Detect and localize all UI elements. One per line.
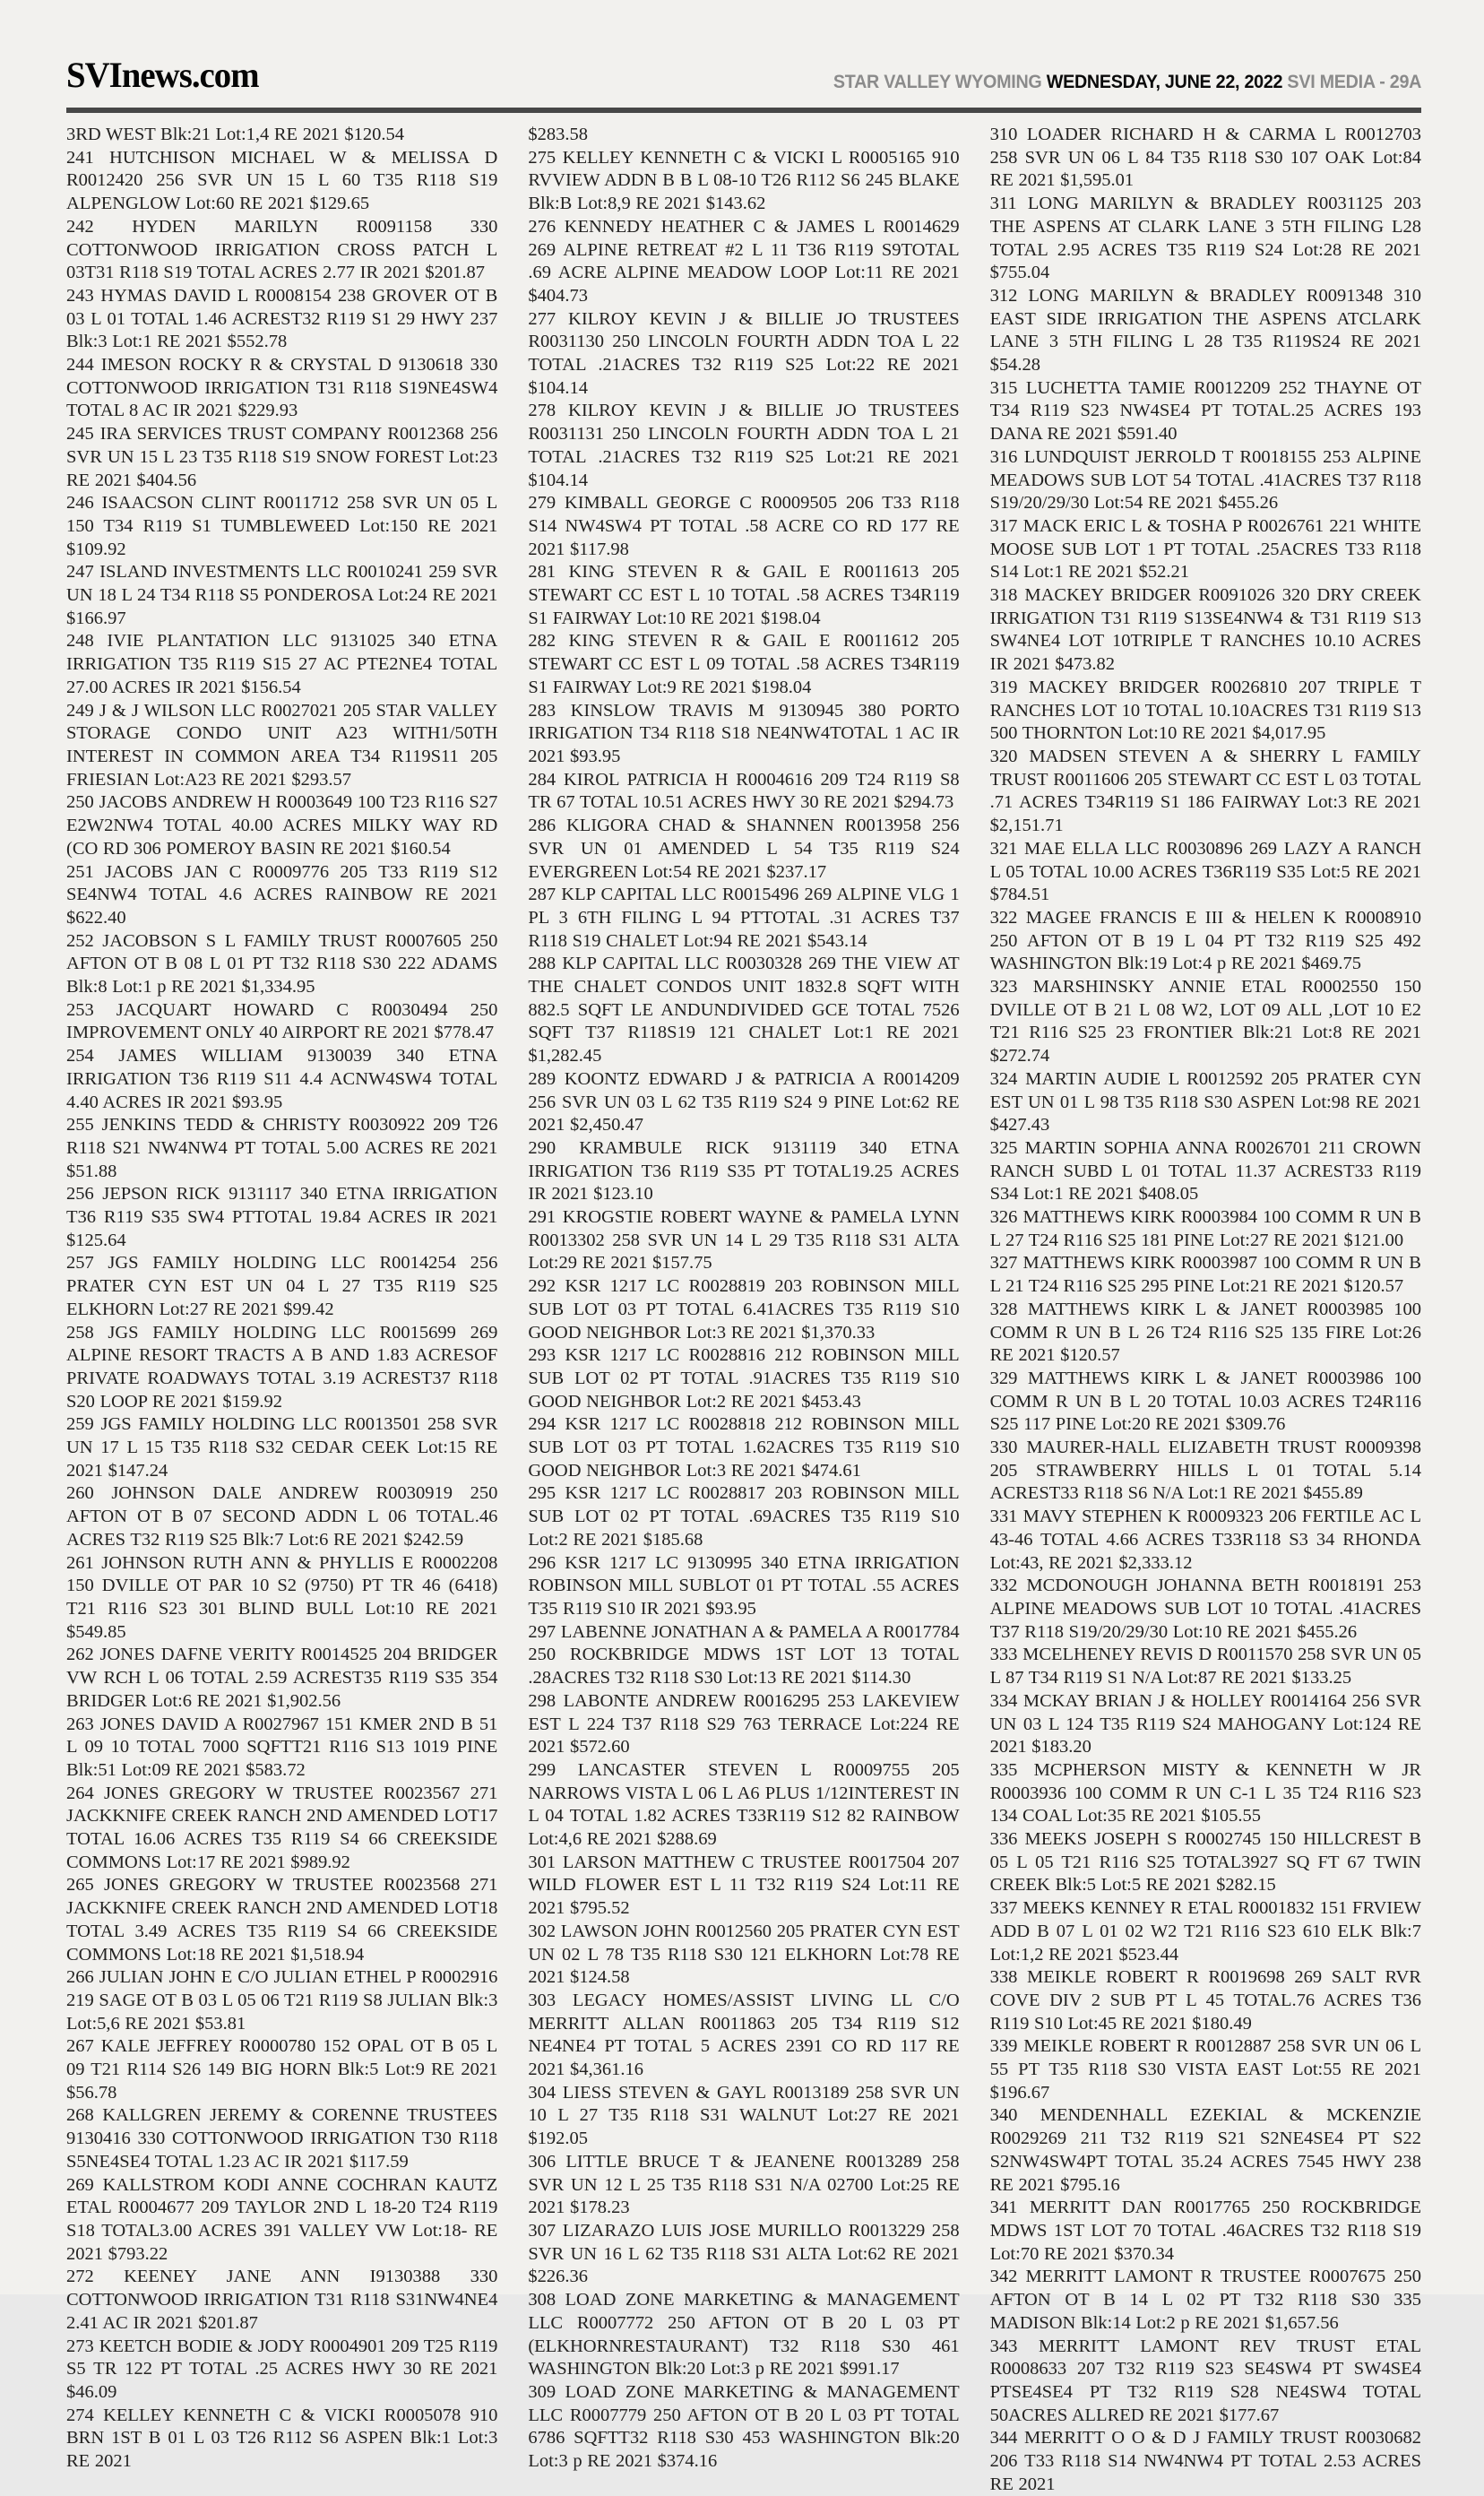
notice-entry: 294 KSR 1217 LC R0028818 212 ROBINSON MILL SUB LOT 03 PT TOTAL 1.62ACRES T35 R119 S10 GOOD NEIGHBOR Lot:3 RE 2021 $474.61: [528, 1414, 960, 1481]
notice-entry: 273 KEETCH BODIE & JODY R0004901 209 T25 R119 S5 TR 122 PT TOTAL .25 ACRES HWY 30 RE 2021 $46.09: [66, 2336, 498, 2402]
notice-column-1: [66, 124, 497, 2496]
notice-entry: 326 MATTHEWS KIRK R0003984 100 COMM R UN B L 27 T24 R116 S25 181 PINE Lot:27 RE 2021 $121.00: [989, 1207, 1421, 1250]
notice-entry: 250 JACOBS ANDREW H R0003649 100 T23 R116 S27 E2W2NW4 TOTAL 40.00 ACRES MILKY WAY RD (CO RD 306 POMEROY BASIN RE 2021 $160.54: [66, 792, 498, 859]
notice-entry: 333 MCELHENEY REVIS D R0011570 258 SVR UN 05 L 87 T34 R119 S1 N/A Lot:87 RE 2021 $133.25: [989, 1645, 1421, 1688]
notice-entry: 341 MERRITT DAN R0017765 250 ROCKBRIDGE MDWS 1ST LOT 70 TOTAL .46ACRES T32 R118 S19 Lot:70 RE 2021 $370.34: [989, 2198, 1421, 2264]
notice-entry: 330 MAURER-HALL ELIZABETH TRUST R0009398 205 STRAWBERRY HILLS L 01 TOTAL 5.14 ACREST33 R118 S6 N/A Lot:1 RE 2021 $455.89: [989, 1438, 1421, 1504]
notice-entry: 319 MACKEY BRIDGER R0026810 207 TRIPLE T RANCHES LOT 10 TOTAL 10.10ACRES T31 R119 S13 500 THORNTON Lot:10 RE 2021 $4,017.95: [989, 677, 1421, 744]
notice-entry: 266 JULIAN JOHN E C/O JULIAN ETHEL P R0002916 219 SAGE OT B 03 L 05 06 T21 R119 S8 JULIAN Blk:3 Lot:5,6 RE 2021 $53.81: [66, 1967, 498, 2034]
notice-entry: 338 MEIKLE ROBERT R R0019698 269 SALT RVR COVE DIV 2 SUB PT L 45 TOTAL.76 ACRES T36 R119 S10 Lot:45 RE 2021 $180.49: [989, 1967, 1421, 2034]
notice-entry: 282 KING STEVEN R & GAIL E R0011612 205 STEWART CC EST L 09 TOTAL .58 ACRES T34R119 S1 FAIRWAY Lot:9 RE 2021 $198.04: [528, 631, 960, 697]
notice-entry: 295 KSR 1217 LC R0028817 203 ROBINSON MILL SUB LOT 02 PT TOTAL .69ACRES T35 R119 S10 Lot:2 RE 2021 $185.68: [528, 1483, 960, 1550]
notice-entry: 265 JONES GREGORY W TRUSTEE R0023568 271 JACKKNIFE CREEK RANCH 2ND AMENDED LOT18 TOTAL 3.49 ACRES T35 R119 S4 66 CREEKSIDE COMMONS Lot:18 RE 2021 $1,518.94: [66, 1875, 498, 1965]
notice-entry: 241 HUTCHISON MICHAEL W & MELISSA D R0012420 256 SVR UN 15 L 60 T35 R118 S19 ALPENGLOW Lot:60 RE 2021 $129.65: [66, 147, 498, 214]
notice-entry: 246 ISAACSON CLINT R0011712 258 SVR UN 05 L 150 T34 R119 S1 TUMBLEWEED Lot:150 RE 2021 $109.92: [66, 493, 498, 559]
notice-entry: 259 JGS FAMILY HOLDING LLC R0013501 258 SVR UN 17 L 15 T35 R118 S32 CEDAR CEEK Lot:15 RE 2021 $147.24: [66, 1414, 498, 1481]
notice-entry: 298 LABONTE ANDREW R0016295 253 LAKEVIEW EST L 224 T37 R118 S29 763 TERRACE Lot:224 RE 2021 $572.60: [528, 1690, 960, 1758]
notice-entry: 322 MAGEE FRANCIS E III & HELEN K R0008910 250 AFTON OT B 19 L 04 PT T32 R119 S25 492 WASHINGTON Blk:19 Lot:4 p RE 2021 $469.75: [989, 907, 1421, 974]
notice-entry: 317 MACK ERIC L & TOSHA P R0026761 221 WHITE MOOSE SUB LOT 1 PT TOTAL .25ACRES T33 R118 S14 Lot:1 RE 2021 $52.21: [989, 515, 1421, 583]
notice-entry: 281 KING STEVEN R & GAIL E R0011613 205 STEWART CC EST L 10 TOTAL .58 ACRES T34R119 S1 FAIRWAY Lot:10 RE 2021 $198.04: [528, 562, 960, 628]
notice-entry: 297 LABENNE JONATHAN A & PAMELA A R0017784 250 ROCKBRIDGE MDWS 1ST LOT 13 TOTAL .28ACRES T32 R118 S30 Lot:13 RE 2021 $114.30: [528, 1621, 960, 1688]
notice-entry: 316 LUNDQUIST JERROLD T R0018155 253 ALPINE MEADOWS SUB LOT 54 TOTAL .41ACRES T37 R118 S19/20/29/30 Lot:54 RE 2021 $455.26: [989, 446, 1421, 514]
notice-entry: 255 JENKINS TEDD & CHRISTY R0030922 209 T26 R118 S21 NW4NW4 PT TOTAL 5.00 ACRES RE 2021 $51.88: [66, 1115, 498, 1181]
notice-entry: 311 LONG MARILYN & BRADLEY R0031125 203 THE ASPENS AT CLARK LANE 3 5TH FILING L28 TOTAL 2.95 ACRES T35 R119 S24 Lot:28 RE 2021 $755.04: [989, 194, 1421, 283]
notice-entry: 254 JAMES WILLIAM 9130039 340 ETNA IRRIGATION T36 R119 S11 4.4 ACNW4SW4 TOTAL 4.40 ACRES IR 2021 $93.95: [66, 1046, 498, 1112]
notice-entry: 308 LOAD ZONE MARKETING & MANAGEMENT LLC R0007772 250 AFTON OT B 20 L 03 PT (ELKHORNRESTAURANT) T32 R118 S30 461 WASHINGTON Blk:20 Lot:3 p RE 2021 $991.17: [528, 2290, 960, 2379]
notice-entry: 310 LOADER RICHARD H & CARMA L R0012703 258 SVR UN 06 L 84 T35 R118 S30 107 OAK Lot:84 RE 2021 $1,595.01: [989, 125, 1421, 191]
notice-entry: 269 KALLSTROM KODI ANNE COCHRAN KAUTZ ETAL R0004677 209 TAYLOR 2ND L 18-20 T24 R119 S18 TOTAL3.00 ACRES 391 VALLEY VW Lot:18- RE 2021 $793.22: [66, 2174, 498, 2264]
notice-entry: 337 MEEKS KENNEY R ETAL R0001832 151 FRVIEW ADD B 07 L 01 02 W2 T21 R116 S23 610 ELK Blk:7 Lot:1,2 RE 2021 $523.44: [989, 1898, 1421, 1965]
notice-entry: 342 MERRITT LAMONT R TRUSTEE R0007675 250 AFTON OT B 14 L 02 PT T32 R118 S30 335 MADISON Blk:14 Lot:2 p RE 2021 $1,657.56: [989, 2267, 1421, 2333]
notice-entry: 289 KOONTZ EDWARD J & PATRICIA A R0014209 256 SVR UN 03 L 62 T35 R119 S24 9 PINE Lot:62 RE 2021 $2,450.47: [528, 1068, 960, 1136]
notice-entry: 290 KRAMBULE RICK 9131119 340 ETNA IRRIGATION T36 R119 S35 PT TOTAL19.25 ACRES IR 2021 $123.10: [528, 1137, 960, 1205]
notice-entry: 325 MARTIN SOPHIA ANNA R0026701 211 CROWN RANCH SUBD L 01 TOTAL 11.37 ACREST33 R119 S34 Lot:1 RE 2021 $408.05: [989, 1137, 1421, 1205]
notice-entry: 263 JONES DAVID A R0027967 151 KMER 2ND B 51 L 09 10 TOTAL 7000 SQFTT21 R116 S13 1019 PINE Blk:51 Lot:09 RE 2021 $583.72: [66, 1714, 498, 1780]
notice-entry: 253 JACQUART HOWARD C R0030494 250 IMPROVEMENT ONLY 40 AIRPORT RE 2021 $778.47: [66, 999, 498, 1043]
notice-entry: 272 KEENEY JANE ANN I9130388 330 COTTONWOOD IRRIGATION T31 R118 S31NW4NE4 2.41 AC IR 2021 $201.87: [66, 2267, 498, 2333]
notice-entry: 247 ISLAND INVESTMENTS LLC R0010241 259 SVR UN 18 L 24 T34 R118 S5 PONDEROSA Lot:24 RE 2021 $166.97: [66, 562, 498, 628]
notice-entry: 287 KLP CAPITAL LLC R0015496 269 ALPINE VLG 1 PL 3 6TH FILING L 94 PTTOTAL .31 ACRES T37 R118 S19 CHALET Lot:94 RE 2021 $543.14: [528, 885, 960, 951]
notice-entry: 3RD WEST Blk:21 Lot:1,4 RE 2021 $120.54: [66, 125, 404, 144]
notice-entry: 243 HYMAS DAVID L R0008154 238 GROVER OT B 03 L 01 TOTAL 1.46 ACREST32 R119 S1 29 HWY 237 Blk:3 Lot:1 RE 2021 $552.78: [66, 285, 498, 352]
notice-entry: 312 LONG MARILYN & BRADLEY R0091348 310 EAST SIDE IRRIGATION THE ASPENS ATCLARK LANE 3 5TH FILING L 28 T35 R119S24 RE 2021 $54.28: [989, 285, 1421, 376]
notice-entry: 251 JACOBS JAN C R0009776 205 T33 R119 S12 SE4NW4 TOTAL 4.6 ACRES RAINBOW RE 2021 $622.40: [66, 861, 498, 928]
notice-entry: 327 MATTHEWS KIRK R0003987 100 COMM R UN B L 21 T24 R116 S25 295 PINE Lot:21 RE 2021 $120.57: [989, 1253, 1421, 1297]
notice-entry: 288 KLP CAPITAL LLC R0030328 269 THE VIEW AT THE CHALET CONDOS UNIT 1832.8 SQFT WITH 882.5 SQFT LE ANDUNDIVIDED GCE TOTAL 7526 SQFT T37 R118S19 121 CHALET Lot:1 RE 2021 $1,282.45: [528, 954, 960, 1067]
notice-entry: 244 IMESON ROCKY R & CRYSTAL D 9130618 330 COTTONWOOD IRRIGATION T31 R118 S19NE4SW4 TOTAL 8 AC IR 2021 $229.93: [66, 355, 498, 421]
notice-entry: 267 KALE JEFFREY R0000780 152 OPAL OT B 05 L 09 T21 R114 S26 149 BIG HORN Blk:5 Lot:9 RE 2021 $56.78: [66, 2036, 498, 2103]
notice-entry: 276 KENNEDY HEATHER C & JAMES L R0014629 269 ALPINE RETREAT #2 L 11 T36 R119 S9TOTAL .69 ACRE ALPINE MEADOW LOOP Lot:11 RE 2021 $404.73: [528, 216, 960, 306]
notice-entry: 261 JOHNSON RUTH ANN & PHYLLIS E R0002208 150 DVILLE OT PAR 10 S2 (9750) PT TR 46 (6418) T21 R116 S23 301 BLIND BULL Lot:10 RE 2021 $549.85: [66, 1552, 498, 1642]
notice-entry: 329 MATTHEWS KIRK L & JANET R0003986 100 COMM R UN B L 20 TOTAL 10.03 ACRES T24R116 S25 117 PINE Lot:20 RE 2021 $309.76: [989, 1368, 1421, 1435]
notice-column-3: [990, 124, 1421, 2496]
notice-entry: 264 JONES GREGORY W TRUSTEE R0023567 271 JACKKNIFE CREEK RANCH 2ND AMENDED LOT17 TOTAL 16.06 ACRES T35 R119 S4 66 CREEKSIDE COMMONS Lot:17 RE 2021 $989.92: [66, 1783, 498, 1872]
notice-entry: 309 LOAD ZONE MARKETING & MANAGEMENT LLC R0007779 250 AFTON OT B 20 L 03 PT TOTAL 6786 SQFTT32 R118 S30 453 WASHINGTON Blk:20 Lot:3 p RE 2021 $374.16: [528, 2381, 960, 2472]
masthead: [66, 0, 1421, 113]
notice-entry: 318 MACKEY BRIDGER R0091026 320 DRY CREEK IRRIGATION T31 R119 S13SE4NW4 & T31 R119 S13 SW4NE4 LOT 10TRIPLE T RANCHES 10.10 ACRES IR 2021 $473.82: [989, 585, 1421, 675]
notice-entry: 249 J & J WILSON LLC R0027021 205 STAR VALLEY STORAGE CONDO UNIT A23 WITH1/50TH INTEREST IN COMMON AREA T34 R119S11 205 FRIESIAN Lot:A23 RE 2021 $293.57: [66, 700, 498, 790]
notice-entry: 279 KIMBALL GEORGE C R0009505 206 T33 R118 S14 NW4SW4 PT TOTAL .58 ACRE CO RD 177 RE 2021 $117.98: [528, 493, 960, 559]
notice-entry: 248 IVIE PLANTATION LLC 9131025 340 ETNA IRRIGATION T35 R119 S15 27 AC PTE2NE4 TOTAL 27.00 ACRES IR 2021 $156.54: [66, 631, 498, 697]
notice-entry: 307 LIZARAZO LUIS JOSE MURILLO R0013229 258 SVR UN 16 L 62 T35 R118 S31 ALTA Lot:62 RE 2021 $226.36: [528, 2220, 960, 2287]
notice-entry: 306 LITTLE BRUCE T & JEANENE R0013289 258 SVR UN 12 L 25 T35 R118 S31 N/A 02700 Lot:25 RE 2021 $178.23: [528, 2151, 960, 2218]
masthead-info: [833, 72, 1421, 93]
notice-entry: 343 MERRITT LAMONT REV TRUST ETAL R0008633 207 T32 R119 S23 SE4SW4 PT SW4SE4 PTSE4SE4 PT T32 R119 S28 NE4SW4 TOTAL 50ACRES ALLRED RE 2021 $177.67: [989, 2336, 1421, 2425]
notice-entry: 257 JGS FAMILY HOLDING LLC R0014254 256 PRATER CYN EST UN 04 L 27 T35 R119 S25 ELKHORN Lot:27 RE 2021 $99.42: [66, 1253, 498, 1319]
notice-entry: 335 MCPHERSON MISTY & KENNETH W JR R0003936 100 COMM R UN C-1 L 35 T24 R116 S23 134 COAL Lot:35 RE 2021 $105.55: [989, 1759, 1421, 1827]
notice-entry: 242 HYDEN MARILYN R0091158 330 COTTONWOOD IRRIGATION CROSS PATCH L 03T31 R118 S19 TOTAL ACRES 2.77 IR 2021 $201.87: [66, 216, 498, 283]
masthead-edition: SVI MEDIA - 29A: [1282, 72, 1421, 92]
notice-entry: 331 MAVY STEPHEN K R0009323 206 FERTILE AC L 43-46 TOTAL 4.66 ACRES T33R118 S3 34 RHONDA Lot:43, RE 2021 $2,333.12: [989, 1507, 1421, 1573]
notice-entry: 336 MEEKS JOSEPH S R0002745 150 HILLCREST B 05 L 05 T21 R116 S25 TOTAL3927 SQ FT 67 TWIN CREEK Blk:5 Lot:5 RE 2021 $282.15: [989, 1829, 1421, 1896]
notice-entry: 339 MEIKLE ROBERT R R0012887 258 SVR UN 06 L 55 PT T35 R118 S30 VISTA EAST Lot:55 RE 2021 $196.67: [989, 2036, 1421, 2103]
notice-entry: 340 MENDENHALL EZEKIAL & MCKENZIE R0029269 211 T32 R119 S21 S2NE4SE4 PT S22 S2NW4SW4PT TOTAL 35.24 ACRES 7545 HWY 238 RE 2021 $795.16: [989, 2105, 1421, 2195]
notice-entry: 278 KILROY KEVIN J & BILLIE JO TRUSTEES R0031131 250 LINCOLN FOURTH ADDN TOA L 21 TOTAL .21ACRES T32 R119 S25 Lot:21 RE 2021 $104.14: [528, 401, 960, 490]
notice-entry: 274 KELLEY KENNETH C & VICKI R0005078 910 BRN 1ST B 01 L 03 T26 R112 S6 ASPEN Blk:1 Lot:3 RE 2021: [66, 2405, 498, 2472]
masthead-location: STAR VALLEY WYOMING: [833, 72, 1047, 92]
notice-entry: 245 IRA SERVICES TRUST COMPANY R0012368 256 SVR UN 15 L 23 T35 R118 S19 SNOW FOREST Lot:23 RE 2021 $404.56: [66, 424, 498, 490]
notice-entry: 293 KSR 1217 LC R0028816 212 ROBINSON MILL SUB LOT 02 PT TOTAL .91ACRES T35 R119 S10 GOOD NEIGHBOR Lot:2 RE 2021 $453.43: [528, 1345, 960, 1412]
notice-entry: 328 MATTHEWS KIRK L & JANET R0003985 100 COMM R UN B L 26 T24 R116 S25 135 FIRE Lot:26 RE 2021 $120.57: [989, 1299, 1421, 1366]
notice-entry: 256 JEPSON RICK 9131117 340 ETNA IRRIGATION T36 R119 S35 SW4 PTTOTAL 19.84 ACRES IR 2021 $125.64: [66, 1184, 498, 1250]
notice-entry: 323 MARSHINSKY ANNIE ETAL R0002550 150 DVILLE OT B 21 L 08 W2, LOT 09 ALL ,LOT 10 E2 T21 R116 S25 23 FRONTIER Blk:21 Lot:8 RE 2021 $272.74: [989, 977, 1421, 1067]
notice-entry: 344 MERRITT O O & D J FAMILY TRUST R0030682 206 T33 R118 S14 NW4NW4 PT TOTAL 2.53 ACRES RE 2021: [989, 2428, 1421, 2494]
notice-entry: 299 LANCASTER STEVEN L R0009755 205 NARROWS VISTA L 06 L A6 PLUS 1/12INTEREST IN L 04 TOTAL 1.82 ACRES T33R119 S12 82 RAINBOW Lot:4,6 RE 2021 $288.69: [528, 1759, 960, 1850]
notice-entry: 286 KLIGORA CHAD & SHANNEN R0013958 256 SVR UN 01 AMENDED L 54 T35 R119 S24 EVERGREEN Lot:54 RE 2021 $237.17: [528, 816, 960, 882]
notice-entry: 334 MCKAY BRIAN J & HOLLEY R0014164 256 SVR UN 03 L 124 T35 R119 S24 MAHOGANY Lot:124 RE 2021 $183.20: [989, 1690, 1421, 1758]
masthead-date: WEDNESDAY, JUNE 22, 2022: [1046, 72, 1283, 92]
notice-entry: 284 KIROL PATRICIA H R0004616 209 T24 R119 S8 TR 67 TOTAL 10.51 ACRES HWY 30 RE 2021 $294.73: [528, 769, 960, 813]
notice-entry: 292 KSR 1217 LC R0028819 203 ROBINSON MILL SUB LOT 03 PT TOTAL 6.41ACRES T35 R119 S10 GOOD NEIGHBOR Lot:3 RE 2021 $1,370.33: [528, 1276, 960, 1343]
notice-entry: 268 KALLGREN JEREMY & CORENNE TRUSTEES 9130416 330 COTTONWOOD IRRIGATION T30 R118 S5NE4SE4 TOTAL 1.23 AC IR 2021 $117.59: [66, 2105, 498, 2172]
notice-entry: 315 LUCHETTA TAMIE R0012209 252 THAYNE OT T34 R119 S23 NW4SE4 PT TOTAL.25 ACRES 193 DANA RE 2021 $591.40: [989, 377, 1421, 445]
notice-entry: 260 JOHNSON DALE ANDREW R0030919 250 AFTON OT B 07 SECOND ADDN L 06 TOTAL.46 ACRES T32 R119 S25 Blk:7 Lot:6 RE 2021 $242.59: [66, 1483, 498, 1550]
notice-columns: [66, 124, 1421, 2496]
notice-entry: 258 JGS FAMILY HOLDING LLC R0015699 269 ALPINE RESORT TRACTS A B AND 1.83 ACRESOF PRIVATE ROADWAYS TOTAL 3.19 ACREST37 R118 S20 LOOP RE 2021 $159.92: [66, 1322, 498, 1412]
notice-entry: 283 KINSLOW TRAVIS M 9130945 380 PORTO IRRIGATION T34 R118 S18 NE4NW4TOTAL 1 AC IR 2021 $93.95: [528, 700, 960, 766]
notice-entry: 277 KILROY KEVIN J & BILLIE JO TRUSTEES R0031130 250 LINCOLN FOURTH ADDN TOA L 22 TOTAL .21ACRES T32 R119 S25 Lot:22 RE 2021 $104.14: [528, 308, 960, 398]
notice-entry: 302 LAWSON JOHN R0012560 205 PRATER CYN EST UN 02 L 78 T35 R118 S30 121 ELKHORN Lot:78 RE 2021 $124.58: [528, 1921, 960, 1988]
notice-entry: 332 MCDONOUGH JOHANNA BETH R0018191 253 ALPINE MEADOWS SUB LOT 10 TOTAL .41ACRES T37 R118 S19/20/29/30 Lot:10 RE 2021 $455.26: [989, 1576, 1421, 1642]
notice-entry: 262 JONES DAFNE VERITY R0014525 204 BRIDGER VW RCH L 06 TOTAL 2.59 ACREST35 R119 S35 354 BRIDGER Lot:6 RE 2021 $1,902.56: [66, 1645, 498, 1711]
site-logo: SVInews.com: [66, 55, 259, 95]
notice-column-2: [528, 124, 959, 2496]
notice-entry: 321 MAE ELLA LLC R0030896 269 LAZY A RANCH L 05 TOTAL 10.00 ACRES T36R119 S35 Lot:5 RE 2021 $784.51: [989, 838, 1421, 905]
notice-entry: 304 LIESS STEVEN & GAYL R0013189 258 SVR UN 10 L 27 T35 R118 S31 WALNUT Lot:27 RE 2021 $192.05: [528, 2082, 960, 2149]
notice-entry: 303 LEGACY HOMES/ASSIST LIVING LL C/O MERRITT ALLAN R0011863 205 T34 R119 S12 NE4NE4 PT TOTAL 5 ACRES 2391 CO RD 117 RE 2021 $4,361.16: [528, 1990, 960, 2080]
notice-entry: 301 LARSON MATTHEW C TRUSTEE R0017504 207 WILD FLOWER EST L 11 T32 R119 S24 Lot:11 RE 2021 $795.52: [528, 1852, 960, 1919]
notice-entry: $283.58: [528, 125, 588, 144]
notice-entry: 296 KSR 1217 LC 9130995 340 ETNA IRRIGATION ROBINSON MILL SUBLOT 01 PT TOTAL .55 ACRES T35 R119 S10 IR 2021 $93.95: [528, 1552, 960, 1619]
notice-entry: 320 MADSEN STEVEN A & SHERRY L FAMILY TRUST R0011606 205 STEWART CC EST L 03 TOTAL .71 ACRES T34R119 S1 186 FAIRWAY Lot:3 RE 2021 $2,151.71: [989, 746, 1421, 836]
notice-entry: 291 KROGSTIE ROBERT WAYNE & PAMELA LYNN R0013302 258 SVR UN 14 L 29 T35 R118 S31 ALTA Lot:29 RE 2021 $157.75: [528, 1207, 960, 1274]
notice-entry: 275 KELLEY KENNETH C & VICKI L R0005165 910 RVVIEW ADDN B B L 08-10 T26 R112 S6 245 BLAKE Blk:B Lot:8,9 RE 2021 $143.62: [528, 147, 960, 214]
notice-entry: 252 JACOBSON S L FAMILY TRUST R0007605 250 AFTON OT B 08 L 01 PT T32 R118 S30 222 ADAMS Blk:8 Lot:1 p RE 2021 $1,334.95: [66, 930, 498, 998]
notice-entry: 324 MARTIN AUDIE L R0012592 205 PRATER CYN EST UN 01 L 98 T35 R118 S30 ASPEN Lot:98 RE 2021 $427.43: [989, 1068, 1421, 1136]
